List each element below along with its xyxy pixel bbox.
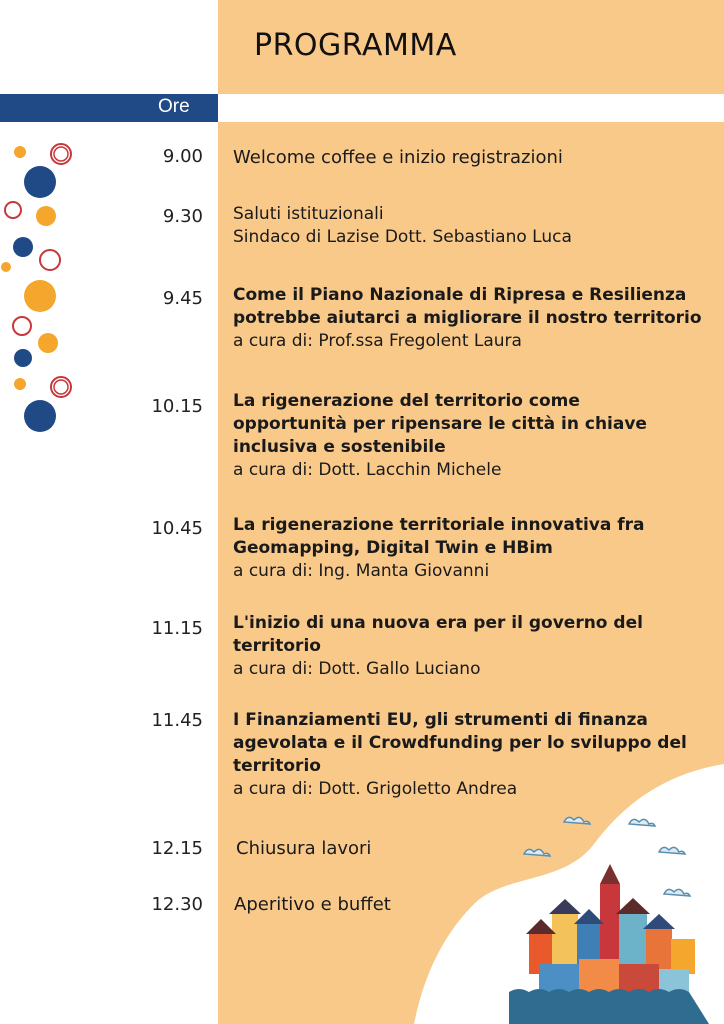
band-white [218, 94, 724, 122]
item-speaker: a cura di: Dott. Grigoletto Andrea [233, 779, 518, 799]
item-title: L'inizio di una nuova era per il governo del [233, 613, 643, 633]
item-speaker: a cura di: Prof.ssa Fregolent Laura [233, 331, 522, 351]
agenda-item [233, 284, 703, 353]
item-speaker: a cura di: Ing. Manta Giovanni [233, 561, 490, 581]
ring-dot [13, 317, 31, 335]
time-5: 11.15 [151, 618, 203, 639]
time-0: 9.00 [162, 146, 203, 167]
item-title: opportunità per ripensare le città in chiave [233, 414, 647, 434]
item-title: potrebbe aiutarci a migliorare il nostro territorio [233, 308, 702, 328]
agenda-item [233, 612, 703, 681]
dot [24, 166, 56, 198]
item-text: Saluti istituzionali [233, 204, 384, 224]
agenda-item [234, 893, 704, 916]
item-text: Aperitivo e buffet [234, 894, 391, 915]
item-title: Come il Piano Nazionale di Ripresa e Resilienza [233, 285, 687, 305]
item-title: territorio [233, 756, 321, 776]
dot [14, 378, 26, 390]
ring-dot [40, 250, 60, 270]
item-title: I Finanziamenti EU, gli strumenti di finanza [233, 710, 648, 730]
dot [24, 400, 56, 432]
decorative-dots [0, 0, 90, 440]
ring-dot [5, 202, 21, 218]
dot [14, 349, 32, 367]
item-text: Sindaco di Lazise Dott. Sebastiano Luca [233, 227, 572, 247]
dot [1, 262, 11, 272]
item-title: La rigenerazione del territorio come [233, 391, 580, 411]
ore-label: Ore [158, 96, 190, 117]
dot [38, 333, 58, 353]
item-text: Chiusura lavori [236, 838, 372, 859]
agenda-item [233, 514, 703, 583]
agenda-item [233, 390, 703, 482]
time-6: 11.45 [151, 710, 203, 731]
item-speaker: a cura di: Dott. Lacchin Michele [233, 460, 502, 480]
item-speaker: a cura di: Dott. Gallo Luciano [233, 659, 481, 679]
ring-dot [54, 147, 68, 161]
agenda-item [233, 203, 703, 249]
item-title: La rigenerazione territoriale innovativa fra [233, 515, 645, 535]
dot [13, 237, 33, 257]
time-3: 10.15 [151, 396, 203, 417]
item-title: Geomapping, Digital Twin e HBim [233, 538, 553, 558]
item-text: Welcome coffee e inizio registrazioni [233, 147, 563, 168]
time-2: 9.45 [162, 288, 203, 309]
page-title: PROGRAMMA [254, 28, 457, 63]
item-title: territorio [233, 636, 321, 656]
ring-dot [54, 380, 68, 394]
time-7: 12.15 [151, 838, 203, 859]
agenda-item [233, 146, 703, 169]
agenda-item [236, 837, 706, 860]
dot [24, 280, 56, 312]
time-4: 10.45 [151, 518, 203, 539]
dot [36, 206, 56, 226]
agenda-item [233, 709, 703, 801]
dot [14, 146, 26, 158]
time-1: 9.30 [162, 206, 203, 227]
item-title: inclusiva e sostenibile [233, 437, 446, 457]
water [509, 989, 709, 1024]
item-title: agevolata e il Crowdfunding per lo sviluppo del [233, 733, 687, 753]
time-8: 12.30 [151, 894, 203, 915]
